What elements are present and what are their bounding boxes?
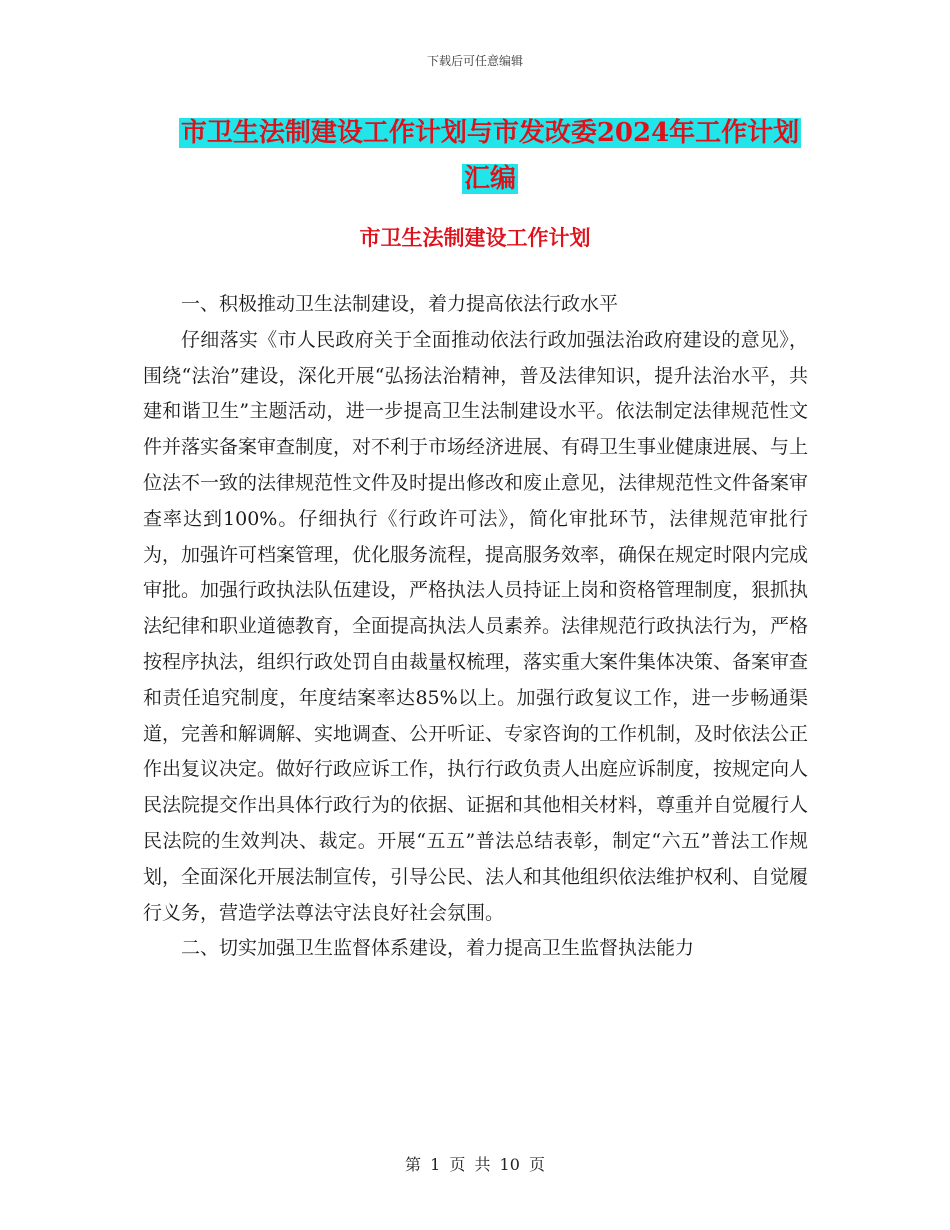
document-title — [140, 110, 840, 202]
paragraph-body: 仔细落实《市人民政府关于全面推动依法行政加强法治政府建设的意见》，围绕“法治”建设，深化开展“弘扬法治精神，普及法律知识，提升法治水平，共建和谐卫生”主题活动，进一步提高卫生法制建设水平。依法制定法律规范性文件并落实备案审查制度，对不利于市场经济进展、有碍卫生事业健康进展、与上位法不一致的法律规范性文件及时提出修改和废止意见，法律规范性文件备案审查率达到100%。仔细执行《行政许可法》，简化审批环节，法律规范审批行为，加强许可档案管理，优化服务流程，提高服务效率，确保在规定时限内完成审批。加强行政执法队伍建设，严格执法人员持证上岗和资格管理制度，狠抓执法纪律和职业道德教育，全面提高执法人员素养。法律规范行政执法行为，严格按程序执法，组织行政处罚自由裁量权梳理，落实重大案件集体决策、备案审查和责任追究制度，年度结案率达85%以上。加强行政复议工作，进一步畅通渠道，完善和解调解、实地调查、公开听证、专家咨询的工作机制，及时依法公正作出复议决定。做好行政应诉工作，执行行政负责人出庭应诉制度，按规定向人民法院提交作出具体行政行为的依据、证据和其他相关材料，尊重并自觉履行人民法院的生效判决、裁定。开展“五五”普法总结表彰，制定“六五”普法工作规划，全面深化开展法制宣传，引导公民、法人和其他组织依法维护权利、自觉履行义务，营造学法尊法守法良好社会氛围。 — [143, 328, 809, 924]
document-body — [143, 287, 808, 967]
paragraph-heading-2: 二、切实加强卫生监督体系建设，着力提高卫生监督执法能力 — [181, 937, 695, 960]
document-title-line-2: 汇编 — [463, 164, 516, 194]
page-header: 下载后可任意编辑 — [426, 54, 523, 68]
document-title-line-1: 市卫生法制建设工作计划与市发改委2024年工作计划 — [180, 118, 800, 148]
page-number: 第 1 页 共 10 页 — [405, 1155, 545, 1174]
paragraph-heading-1: 一、积极推动卫生法制建设，着力提高依法行政水平 — [181, 293, 619, 315]
section-title: 市卫生法制建设工作计划 — [359, 225, 591, 250]
